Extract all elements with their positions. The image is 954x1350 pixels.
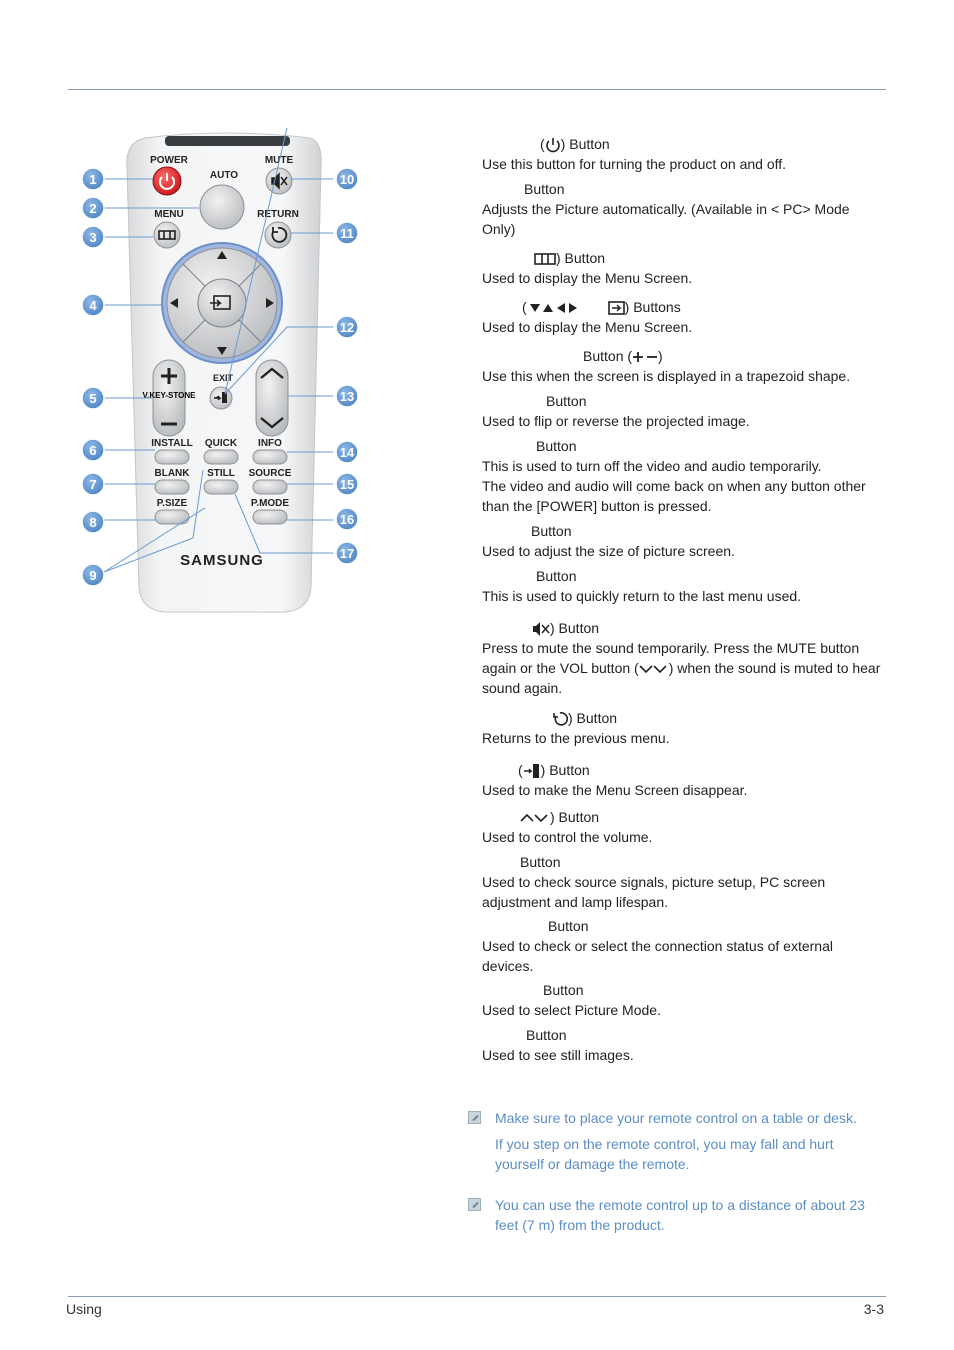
item-desc: This is used to turn off the video and audio temporarily. bbox=[482, 458, 822, 474]
item-desc: This is used to quickly return to the last menu used. bbox=[482, 588, 802, 604]
item-psize bbox=[482, 521, 882, 561]
item-still bbox=[482, 1025, 882, 1065]
callout-7 bbox=[82, 473, 104, 495]
item-desc: Returns to the previous menu. bbox=[482, 730, 670, 746]
callout-4 bbox=[82, 294, 104, 316]
callout-14 bbox=[336, 441, 358, 463]
remote-control-illustration bbox=[75, 128, 375, 618]
callout-15 bbox=[336, 473, 358, 495]
label-source: SOURCE bbox=[248, 468, 292, 479]
item-desc-2: The video and audio will come back on when any button other than the [POWER] button is pressed. bbox=[482, 478, 866, 514]
svg-text:15: 15 bbox=[339, 477, 355, 492]
install-button bbox=[155, 450, 189, 464]
exit-icon bbox=[523, 763, 541, 779]
svg-text:17: 17 bbox=[339, 546, 355, 561]
item-install bbox=[482, 391, 882, 431]
label-still: STILL bbox=[207, 468, 235, 479]
callout-12 bbox=[336, 316, 358, 338]
svg-text:16: 16 bbox=[339, 512, 355, 527]
source-button bbox=[253, 480, 287, 494]
svg-text:2: 2 bbox=[89, 201, 97, 216]
callout-9 bbox=[82, 564, 104, 586]
item-desc: Use this when the screen is displayed in a trapezoid shape. bbox=[482, 368, 851, 384]
item-pmode bbox=[482, 980, 882, 1020]
item-head: ( ) Buttons bbox=[522, 299, 681, 315]
svg-text:11: 11 bbox=[340, 226, 354, 241]
menu-button bbox=[154, 222, 180, 248]
keystone-icon bbox=[632, 351, 658, 363]
label-info: INFO bbox=[258, 438, 282, 449]
note-text: You can use the remote control up to a distance of about 23 feet (7 m) from the product. bbox=[495, 1197, 865, 1233]
label-install: INSTALL bbox=[151, 438, 193, 449]
return-icon bbox=[552, 711, 568, 727]
item-menu bbox=[482, 248, 882, 288]
volume-icon bbox=[520, 812, 550, 824]
item-power bbox=[482, 134, 882, 174]
blank-button bbox=[155, 480, 189, 494]
enter-button bbox=[198, 279, 246, 327]
item-head: Button bbox=[536, 568, 577, 584]
svg-text:12: 12 bbox=[339, 320, 355, 335]
item-desc: Used to check or select the connection status of external devices. bbox=[482, 938, 833, 974]
callout-6 bbox=[82, 439, 104, 461]
note-text: Make sure to place your remote control on a table or desk. bbox=[495, 1110, 857, 1126]
svg-text:5: 5 bbox=[89, 391, 97, 406]
note-icon bbox=[468, 1198, 481, 1211]
arrow-pad-icon bbox=[527, 301, 587, 315]
label-exit: EXIT bbox=[212, 373, 234, 383]
item-source bbox=[482, 916, 882, 976]
item-mute bbox=[482, 618, 882, 698]
item-desc: Used to adjust the size of picture screen. bbox=[482, 543, 735, 559]
item-desc: Used to display the Menu Screen. bbox=[482, 319, 693, 335]
item-head: ( ) Button bbox=[540, 136, 610, 152]
item-head: ) Button bbox=[482, 708, 882, 728]
callout-3 bbox=[82, 226, 104, 248]
power-icon bbox=[545, 137, 561, 153]
item-head: Button bbox=[548, 918, 589, 934]
info-button bbox=[253, 450, 287, 464]
label-pmode: P.MODE bbox=[250, 498, 290, 509]
svg-text:6: 6 bbox=[89, 443, 97, 458]
remote-svg bbox=[75, 128, 375, 618]
item-blank bbox=[482, 436, 882, 516]
page-number: 3-3 bbox=[863, 1301, 884, 1317]
item-desc: Used to make the Menu Screen disappear. bbox=[482, 782, 748, 798]
quick-button bbox=[204, 450, 238, 464]
vol-rocker bbox=[256, 360, 288, 436]
volume-icon bbox=[639, 663, 669, 675]
item-desc: Used to flip or reverse the projected image. bbox=[482, 413, 750, 429]
footer-section: Using bbox=[66, 1301, 102, 1317]
item-desc: Adjusts the Picture automatically. (Available in < PC> Mode Only) bbox=[482, 201, 850, 237]
item-head: Button bbox=[526, 1027, 567, 1043]
callout-16 bbox=[336, 508, 358, 530]
item-head: Button bbox=[536, 438, 577, 454]
item-exit bbox=[482, 760, 882, 800]
callout-10 bbox=[336, 168, 358, 190]
auto-button bbox=[200, 185, 244, 229]
item-keystone bbox=[482, 346, 882, 386]
label-vkey: V.KEY-STONE bbox=[142, 391, 196, 400]
item-desc: Used to select Picture Mode. bbox=[482, 1002, 661, 1018]
menu-icon bbox=[534, 253, 556, 265]
label-return: RETURN bbox=[257, 209, 299, 220]
footer-rule bbox=[68, 1296, 886, 1297]
label-mute: MUTE bbox=[264, 155, 294, 166]
item-vol bbox=[482, 807, 882, 847]
svg-text:14: 14 bbox=[339, 445, 355, 460]
item-info bbox=[482, 852, 882, 912]
item-head: Button ( ) bbox=[583, 348, 663, 364]
callout-2 bbox=[82, 197, 104, 219]
svg-text:13: 13 bbox=[339, 389, 355, 404]
item-auto bbox=[482, 179, 882, 239]
ir-window bbox=[165, 136, 290, 146]
item-head: Button bbox=[531, 523, 572, 539]
note-placement bbox=[468, 1108, 885, 1180]
svg-text:7: 7 bbox=[89, 477, 97, 492]
item-head: Button bbox=[546, 393, 587, 409]
item-desc: Press to mute the sound temporarily. Press the MUTE button again or the VOL button ( ) when the sound is muted to hear sound again. bbox=[482, 640, 881, 696]
item-desc: Use this button for turning the product on and off. bbox=[482, 156, 787, 172]
enter-icon bbox=[607, 301, 625, 315]
note-distance bbox=[468, 1195, 885, 1241]
label-menu: MENU bbox=[154, 209, 184, 220]
svg-text:3: 3 bbox=[89, 230, 97, 245]
item-return bbox=[482, 708, 882, 748]
note-icon bbox=[468, 1111, 481, 1124]
item-head: ) Button bbox=[482, 807, 882, 827]
callout-1 bbox=[82, 168, 104, 190]
item-arrows bbox=[482, 297, 882, 337]
callout-11 bbox=[336, 222, 358, 244]
item-desc: Used to control the volume. bbox=[482, 829, 653, 845]
svg-text:9: 9 bbox=[89, 568, 97, 583]
header-rule bbox=[68, 89, 886, 90]
callout-8 bbox=[82, 511, 104, 533]
item-desc: Used to see still images. bbox=[482, 1047, 634, 1063]
pmode-button bbox=[253, 510, 287, 524]
label-power: POWER bbox=[150, 155, 188, 166]
item-quick bbox=[482, 566, 882, 606]
label-quick: QUICK bbox=[204, 438, 238, 449]
item-desc: Used to check source signals, picture setup, PC screen adjustment and lamp lifespan. bbox=[482, 874, 826, 910]
item-head: Button bbox=[520, 854, 561, 870]
svg-text:1: 1 bbox=[89, 172, 97, 187]
brand-logo: SAMSUNG bbox=[180, 552, 264, 569]
item-head: ( ) Button bbox=[518, 762, 590, 778]
item-desc: Used to display the Menu Screen. bbox=[482, 270, 693, 286]
svg-text:10: 10 bbox=[339, 172, 355, 187]
note-text: If you step on the remote control, you may fall and hurt yourself or damage the remote. bbox=[495, 1136, 834, 1172]
label-auto: AUTO bbox=[209, 170, 239, 181]
still-button bbox=[204, 480, 238, 494]
item-head: Button bbox=[524, 181, 565, 197]
mute-icon bbox=[532, 621, 550, 637]
item-head: ) Button bbox=[482, 618, 882, 638]
callout-5 bbox=[82, 387, 104, 409]
item-head: ) Button bbox=[482, 248, 882, 268]
callout-13 bbox=[336, 385, 358, 407]
svg-text:8: 8 bbox=[89, 515, 97, 530]
label-psize: P.SIZE bbox=[156, 498, 188, 509]
label-blank: BLANK bbox=[154, 468, 190, 479]
callout-17 bbox=[336, 542, 358, 564]
svg-text:4: 4 bbox=[89, 298, 97, 313]
item-head: Button bbox=[543, 982, 584, 998]
